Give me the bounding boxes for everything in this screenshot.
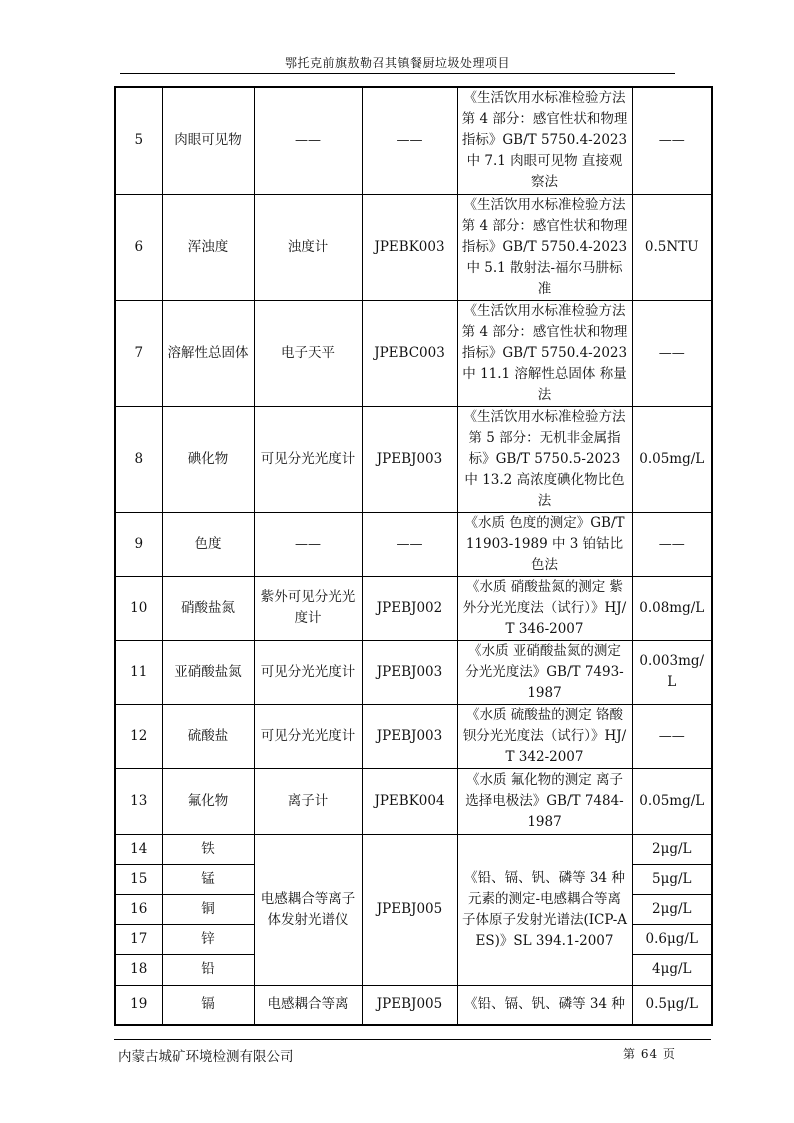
row-number: 5	[115, 87, 162, 194]
detection-limit: 0.05mg/L	[632, 768, 712, 834]
test-method: 《水质 亚硝酸盐氮的测定 分光光度法》GB/T 7493-1987	[457, 640, 632, 704]
table-row	[115, 87, 712, 194]
test-item: 铁	[162, 834, 254, 864]
instrument-name: 电子天平	[254, 300, 362, 406]
test-item: 溶解性总固体	[162, 300, 254, 406]
table-row	[115, 300, 712, 406]
test-item: 氟化物	[162, 768, 254, 834]
instrument-name: 浊度计	[254, 194, 362, 300]
detection-limit: 2μg/L	[632, 834, 712, 864]
row-number: 19	[115, 985, 162, 1025]
test-item: 锰	[162, 864, 254, 894]
instrument-name: ——	[254, 512, 362, 576]
test-method: 《水质 硝酸盐氮的测定 紫外分光光度法（试行）》HJ/T 346-2007	[457, 576, 632, 640]
instrument-code: ——	[362, 512, 457, 576]
row-number: 12	[115, 704, 162, 768]
row-number: 16	[115, 894, 162, 924]
table-row	[115, 704, 712, 768]
test-method: 《水质 色度的测定》GB/T 11903-1989 中 3 铂钴比色法	[457, 512, 632, 576]
table-row	[115, 406, 712, 512]
test-method: 《生活饮用水标准检验方法 第 4 部分：感官性状和物理指标》GB/T 5750.4-2023 中 5.1 散射法-福尔马肼标准	[457, 194, 632, 300]
test-method: 《生活饮用水标准检验方法 第 4 部分：感官性状和物理指标》GB/T 5750.4-2023 中 7.1 肉眼可见物 直接观察法	[457, 87, 632, 194]
detection-limit: ——	[632, 300, 712, 406]
row-number: 18	[115, 954, 162, 985]
instrument-code: JPEBJ003	[362, 640, 457, 704]
header-title: 鄂托克前旗敖勒召其镇餐厨垃圾处理项目	[284, 56, 510, 70]
header-rule	[120, 73, 675, 74]
test-method: 《铅、镉、钒、磷等 34 种	[457, 985, 632, 1025]
footer-company-name: 内蒙古城矿环境检测有限公司	[118, 1049, 294, 1065]
row-number: 14	[115, 834, 162, 864]
instrument-code: JPEBJ003	[362, 406, 457, 512]
detection-limit: ——	[632, 87, 712, 194]
instrument-name: 电感耦合等离子体发射光谱仪	[254, 834, 362, 985]
detection-limit: 4μg/L	[632, 954, 712, 985]
detection-limit: 2μg/L	[632, 894, 712, 924]
test-item: 铜	[162, 894, 254, 924]
instrument-name: 电感耦合等离	[254, 985, 362, 1025]
detection-limit: ——	[632, 512, 712, 576]
footer-rule	[114, 1039, 711, 1040]
row-number: 6	[115, 194, 162, 300]
instrument-name: 离子计	[254, 768, 362, 834]
table-row	[115, 985, 712, 1025]
test-item: 硫酸盐	[162, 704, 254, 768]
test-method: 《生活饮用水标准检验方法 第 5 部分：无机非金属指标》GB/T 5750.5-2023 中 13.2 高浓度碘化物比色法	[457, 406, 632, 512]
test-item: 色度	[162, 512, 254, 576]
instrument-name: 可见分光光度计	[254, 704, 362, 768]
footer-page-number: 第 64 页	[623, 1047, 676, 1061]
instrument-code: JPEBJ005	[362, 834, 457, 985]
detection-limit: ——	[632, 704, 712, 768]
row-number: 7	[115, 300, 162, 406]
table-row	[115, 576, 712, 640]
row-number: 10	[115, 576, 162, 640]
test-item: 碘化物	[162, 406, 254, 512]
instrument-code: JPEBJ002	[362, 576, 457, 640]
detection-limit: 0.5NTU	[632, 194, 712, 300]
test-method-table	[114, 86, 713, 1026]
instrument-code: JPEBK004	[362, 768, 457, 834]
detection-limit: 0.5μg/L	[632, 985, 712, 1025]
test-item: 硝酸盐氮	[162, 576, 254, 640]
instrument-code: ——	[362, 87, 457, 194]
detection-limit: 5μg/L	[632, 864, 712, 894]
row-number: 17	[115, 924, 162, 954]
instrument-name: ——	[254, 87, 362, 194]
detection-limit: 0.003mg/L	[632, 640, 712, 704]
instrument-name: 可见分光光度计	[254, 406, 362, 512]
table-row	[115, 512, 712, 576]
row-number: 9	[115, 512, 162, 576]
row-number: 8	[115, 406, 162, 512]
detection-limit: 0.08mg/L	[632, 576, 712, 640]
test-item: 浑浊度	[162, 194, 254, 300]
row-number: 15	[115, 864, 162, 894]
table-row	[115, 768, 712, 834]
table-row	[115, 834, 712, 864]
test-item: 镉	[162, 985, 254, 1025]
row-number: 11	[115, 640, 162, 704]
instrument-code: JPEBJ003	[362, 704, 457, 768]
test-method: 《水质 氟化物的测定 离子选择电极法》GB/T 7484-1987	[457, 768, 632, 834]
instrument-name: 可见分光光度计	[254, 640, 362, 704]
detection-limit: 0.6μg/L	[632, 924, 712, 954]
test-item: 锌	[162, 924, 254, 954]
row-number: 13	[115, 768, 162, 834]
test-item: 亚硝酸盐氮	[162, 640, 254, 704]
table-row	[115, 194, 712, 300]
instrument-code: JPEBC003	[362, 300, 457, 406]
instrument-name: 紫外可见分光光度计	[254, 576, 362, 640]
instrument-code: JPEBK003	[362, 194, 457, 300]
table-row	[115, 640, 712, 704]
test-item: 肉眼可见物	[162, 87, 254, 194]
test-item: 铅	[162, 954, 254, 985]
test-method: 《生活饮用水标准检验方法 第 4 部分：感官性状和物理指标》GB/T 5750.4-2023 中 11.1 溶解性总固体 称量法	[457, 300, 632, 406]
instrument-code: JPEBJ005	[362, 985, 457, 1025]
detection-limit: 0.05mg/L	[632, 406, 712, 512]
test-method: 《铅、镉、钒、磷等 34 种元素的测定-电感耦合等离子体原子发射光谱法(ICP-AES)》SL 394.1-2007	[457, 834, 632, 985]
test-method: 《水质 硫酸盐的测定 铬酸钡分光光度法（试行）》HJ/T 342-2007	[457, 704, 632, 768]
